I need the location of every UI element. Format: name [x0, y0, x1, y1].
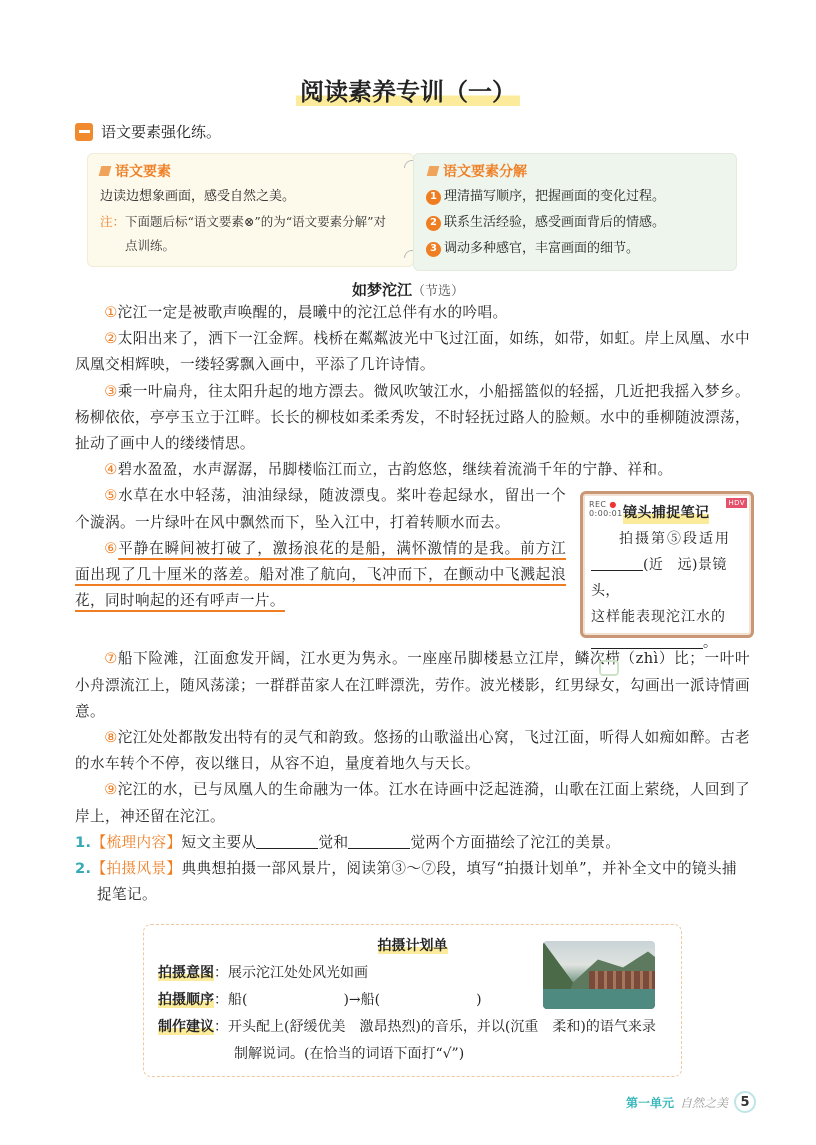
order-text: )→船(: [343, 992, 381, 1009]
answer-blank[interactable]: [591, 570, 643, 571]
item-number: 1: [426, 190, 441, 205]
rec-time: 0:00:01: [589, 509, 623, 519]
rec-dot-icon: ●: [609, 500, 617, 510]
page-number: 5: [734, 1091, 756, 1113]
breakdown-item: [426, 236, 724, 262]
article-title: [0, 279, 816, 300]
item-text: 理清描写顺序，把握画面的变化过程。: [444, 189, 666, 204]
article-note: （节选）: [412, 284, 465, 299]
advice-label: 制作建议: [158, 1019, 214, 1036]
paragraph-text: 乘一叶扁舟，往太阳升起的地方漂去。微风吹皱江水，小船摇篮似的轻摇，几近把我摇入梦乡。杨柳依依，亭亭玉立于江畔。长长的柳枝如柔柔秀发，不时轻抚过路人的脸颊。水中的垂柳随波漂荡，扯动了画中人的缕缕情思。: [75, 382, 750, 453]
paragraph-text: 沱江处处都散发出特有的灵气和韵致。悠扬的山歌溢出心窝，飞过江面，听得人如痴如醉。古老的水车转个不停，夜以继日，从容不迫，量度着地久与天长。: [75, 729, 750, 773]
item-number: 3: [426, 242, 441, 257]
section-header: [75, 121, 221, 142]
paragraph-text: 船下险滩，江面愈发开阔，江水更为隽永。一座座吊脚楼悬立江岸，鳞次栉（zhì）比；一叶叶小舟漂流江上，随风荡漾；一群群苗家人在江畔漂洗，劳作。波光楼影，红男绿女，勾画出一派诗情画意。: [75, 650, 750, 720]
paragraph-number: ⑥: [104, 539, 119, 557]
note-end: 。: [703, 635, 718, 652]
question-2: [75, 856, 750, 908]
paragraph-text: 沱江一定是被歌声唤醒的，晨曦中的沱江总伴有水的吟唱。: [117, 304, 508, 321]
paragraph-number: ⑨: [104, 781, 118, 799]
plan-title: 拍摄计划单: [377, 938, 448, 955]
paragraph-text: 太阳出来了，洒下一江金辉。栈桥在粼粼波光中飞过江面，如练，如带，如虹。岸上凤凰、水中凤凰交相辉映，一缕轻雾飘入画中，平添了几许诗情。: [75, 330, 750, 374]
section-number-badge: [75, 123, 93, 141]
intent-text: ：展示沱江处处风光如画: [214, 965, 368, 982]
note-text: 下面题后标“语文要素⊗”的为“语文要素分解”对点训练。: [125, 214, 387, 253]
tuojiang-landscape-photo: [543, 941, 655, 1009]
question-number: 1.: [75, 833, 92, 851]
advice-text: ：开头配上(舒缓优美 激昂热烈)的音乐，并以(沉重 柔和)的语气来录制解说词。(在恰当的词语下面打“√”): [214, 1019, 656, 1063]
hdv-badge: HDV: [728, 499, 745, 508]
paragraph-number: ④: [104, 461, 118, 479]
question-text: 觉和: [318, 833, 349, 851]
panel-heading-row: [100, 162, 401, 182]
breakdown-item: [426, 210, 724, 236]
intent-label: 拍摄意图: [158, 965, 214, 982]
panel-heading: 语文要素分解: [443, 164, 527, 180]
unit-name: 自然之美: [679, 1095, 728, 1110]
question-tag: 【拍摄风景】: [91, 860, 182, 878]
article-title-text: 如梦沱江: [351, 281, 412, 299]
item-text: 调动多种感官，丰富画面的细节。: [444, 241, 640, 256]
paragraph: [75, 725, 750, 777]
question-number: 2.: [75, 860, 92, 878]
question-text: 短文主要从: [181, 833, 257, 851]
panel-heading-row: [426, 162, 724, 182]
paragraph-number: ⑤: [104, 487, 119, 505]
note-row: [100, 210, 401, 258]
dash-mark: [79, 130, 90, 133]
paragraph-text: 水草在水中轻荡，油油绿绿，随波漂曳。桨叶卷起绿水，留出一个个漩涡。一片绿叶在风中飘然而下，坠入江中，打着转顺水而去。: [75, 487, 566, 531]
page-footer: [75, 1091, 756, 1113]
note-choice-line: [591, 552, 743, 604]
answer-blank[interactable]: [348, 848, 410, 849]
unit-label: 第一单元: [625, 1095, 674, 1110]
rec-label: REC: [589, 500, 607, 510]
camera-icon: [599, 660, 619, 676]
tag-icon: [427, 166, 440, 176]
paragraph-number: ①: [104, 304, 118, 321]
question-tag: 【梳理内容】: [91, 833, 182, 851]
panel-heading: 语文要素: [115, 164, 171, 180]
page-title-text: 阅读素养专训（一）: [296, 78, 520, 106]
language-element-panel: [87, 153, 414, 267]
near-far-choice[interactable]: (近 远)景镜头，: [591, 557, 727, 600]
item-number: 2: [426, 216, 441, 231]
paragraph-text: 碧水盈盈，水声潺潺，吊脚楼临江而立，古韵悠悠，继续着流淌千年的宁静、祥和。: [117, 461, 673, 479]
rec-indicator: [589, 500, 623, 518]
item-text: 联系生活经验，感受画面背后的情感。: [444, 215, 666, 230]
question-text: 典典想拍摄一部风景片，阅读第③～⑦段，填写“拍摄计划单”，并补全文中的镜头捕捉笔记。: [97, 860, 737, 904]
element-breakdown-panel: [413, 153, 737, 271]
paragraph-number: ②: [104, 330, 118, 348]
book-icon: [99, 166, 112, 176]
note-line: 拍摄第⑤段适用: [619, 531, 731, 548]
paragraph-number: ⑦: [104, 650, 118, 668]
breakdown-item: [426, 184, 724, 210]
question-1: [75, 830, 750, 856]
note-label: 注：: [100, 214, 126, 229]
panel-body: 边读边想象画面，感受自然之美。: [100, 189, 296, 204]
camera-note-box: [580, 491, 754, 652]
answer-blank[interactable]: [591, 648, 703, 649]
paragraph-text: 沱江的水，已与凤凰人的生命融为一体。江水在诗画中泛起涟漪，山歌在江面上萦绕，人回到了岸上，神还留在沱江。: [75, 781, 750, 825]
note-answer-line: [591, 630, 743, 682]
paragraph-number: ③: [104, 382, 118, 400]
paragraph: [75, 300, 750, 326]
answer-blank[interactable]: [256, 848, 318, 849]
question-text: 觉两个方面描绘了沱江的美景。: [410, 833, 621, 851]
paragraph: [75, 379, 750, 458]
paragraph: [75, 326, 750, 378]
order-label: 拍摄顺序: [158, 992, 214, 1009]
paragraph-number: ⑧: [104, 729, 118, 747]
main-flow: [75, 300, 750, 1113]
article-body: [75, 300, 750, 830]
paragraph-text: 平静在瞬间被打破了，激扬浪花的是船，满怀激情的是我。前方江面出现了几十厘米的落差。船对准了航向，飞冲而下，在颤动中飞溅起浪花，同时响起的还有呼声一片。: [75, 539, 566, 610]
section-label: 语文要素强化练。: [101, 123, 222, 141]
page-title: [0, 72, 816, 107]
order-text: ：船(: [214, 992, 248, 1009]
note-line: 这样能表现沱江水的: [591, 609, 726, 626]
shooting-plan-box: [143, 924, 682, 1077]
paragraph: [75, 777, 750, 829]
plan-advice: [158, 1014, 667, 1068]
paragraph: [75, 457, 750, 483]
note-heading: 镜头捕捉笔记: [623, 502, 709, 524]
order-text: ): [476, 992, 482, 1009]
